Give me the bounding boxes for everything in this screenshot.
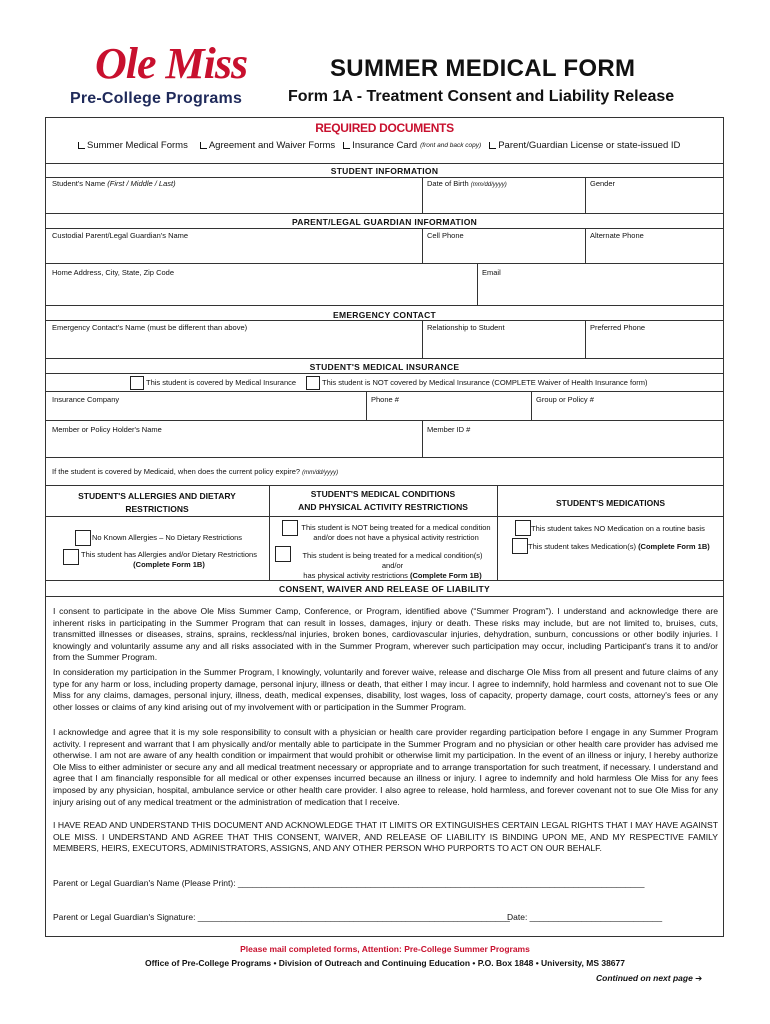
relationship-field[interactable]: Relationship to Student	[427, 323, 505, 332]
required-item-waiver-forms[interactable]: Agreement and Waiver Forms	[200, 140, 335, 151]
no-condition-checkbox[interactable]	[282, 520, 298, 536]
alternate-phone-field[interactable]: Alternate Phone	[590, 231, 644, 240]
divider	[422, 420, 423, 457]
divider	[45, 516, 724, 517]
continued-note: Continued on next page ➔	[596, 973, 703, 983]
required-item-medical-forms[interactable]: Summer Medical Forms	[78, 140, 188, 151]
no-allergies-label: No Known Allergies – No Dietary Restrictions	[92, 533, 243, 542]
divider	[45, 457, 724, 458]
mail-instructions: Please mail completed forms, Attention: Pre-College Summer Programs	[240, 944, 530, 954]
has-medication-checkbox[interactable]	[512, 538, 528, 554]
divider	[585, 177, 586, 213]
gender-field[interactable]: Gender	[590, 179, 616, 188]
guardian-signature-field[interactable]: Parent or Legal Guardian's Signature: __________________________________________________________________	[53, 912, 510, 922]
has-allergies-label: This student has Allergies and/or Dietary Restrictions (Complete Form 1B)	[81, 550, 257, 569]
medications-heading: STUDENT'S MEDICATIONS	[555, 498, 666, 508]
pre-college-programs-logo-text: Pre-College Programs	[70, 90, 243, 107]
divider	[45, 320, 724, 321]
insurance-phone-field[interactable]: Phone #	[371, 395, 399, 404]
emergency-contact-heading: EMERGENCY CONTACT	[332, 310, 436, 320]
guardian-information-heading: PARENT/LEGAL GUARDIAN INFORMATION	[291, 217, 478, 227]
divider	[45, 485, 724, 486]
divider	[45, 358, 724, 359]
consent-paragraph-4: I HAVE READ AND UNDERSTAND THIS DOCUMENT AND ACKNOWLEDGE THAT IT LIMITS OR EXTINGUISHES CERTAIN LEGAL RIGHTS THAT I MAY HAVE AGAINST OLE MISS. I UNDERSTAND AND AGREE THAT THIS CONSENT, WAIVER, AND RELEASE OF LIABILITY IS BINDING UPON ME, AND MY RESPECTIVE FAMILY MEMBERS, HEIRS, EXECUTORS, ADMINISTRATORS, ASSIGNS, AND ANY OTHER PERSON WHO PURPORTS TO ACT ON OUR BEHALF.	[53, 820, 718, 854]
emergency-contact-name-field[interactable]: Emergency Contact's Name (must be different than above)	[52, 323, 248, 332]
signature-date-field[interactable]: Date: ____________________________	[507, 912, 663, 922]
no-condition-label: This student is NOT being treated for a medical condition and/or does not have a physical activity restriction	[301, 523, 491, 542]
student-name-field[interactable]: Student's Name (First / Middle / Last)	[52, 179, 176, 188]
required-item-insurance-card[interactable]: Insurance Card (front and back copy)	[343, 140, 481, 151]
group-policy-field[interactable]: Group or Policy #	[536, 395, 594, 404]
preferred-phone-field[interactable]: Preferred Phone	[590, 323, 646, 332]
divider	[531, 391, 532, 420]
insurance-covered-checkbox[interactable]	[130, 376, 144, 390]
divider	[422, 177, 423, 213]
conditions-heading: STUDENT'S MEDICAL CONDITIONS AND PHYSICAL ACTIVITY RESTRICTIONS	[298, 489, 468, 512]
no-medication-checkbox[interactable]	[515, 520, 531, 536]
email-field[interactable]: Email	[482, 268, 501, 277]
page-subtitle: Form 1A - Treatment Consent and Liability Release	[288, 88, 675, 105]
no-medication-label: This student takes NO Medication on a routine basis	[531, 524, 705, 533]
has-condition-label: This student is being treated for a medical condition(s) and/or has physical activity restrictions (Complete Form 1B)	[302, 551, 483, 580]
checkbox-icon	[489, 142, 496, 149]
insurance-not-covered-checkbox[interactable]	[306, 376, 320, 390]
checkbox-icon	[78, 142, 85, 149]
divider	[366, 391, 367, 420]
consent-paragraph-2: In consideration my participation in the Summer Program, I knowingly, voluntarily and forever waive, release and discharge Ole Miss from all present and future claims of any type for any harm or loss, including property damage, personal injury, illness or death, that either I may incur. I agree to indemnify, hold harmless and covenant not to sue Ole Miss for any claims, damages, personal injury, illness, death, medical expenses, disability, lost wages, loss of capacity, property damage, court costs, attorney's fees or any other losses or claims of any kind arising out of my involvement with or participation in the Summer Program.	[53, 667, 718, 712]
policy-holder-field[interactable]: Member or Policy Holder's Name	[52, 425, 162, 434]
required-item-guardian-id[interactable]: Parent/Guardian License or state-issued ID	[489, 140, 680, 151]
guardian-name-field[interactable]: Custodial Parent/Legal Guardian's Name	[52, 231, 189, 240]
has-condition-checkbox[interactable]	[275, 546, 291, 562]
consent-heading: CONSENT, WAIVER AND RELEASE OF LIABILITY	[279, 584, 490, 594]
divider	[45, 596, 724, 597]
has-allergies-checkbox[interactable]	[63, 549, 79, 565]
divider	[477, 263, 478, 305]
home-address-field[interactable]: Home Address, City, State, Zip Code	[52, 268, 174, 277]
student-information-heading: STUDENT INFORMATION	[330, 166, 439, 176]
medicaid-expiration-field[interactable]: If the student is covered by Medicaid, when does the current policy expire? (mm/dd/yyyy)	[52, 467, 339, 476]
checkbox-icon	[343, 142, 350, 149]
divider	[45, 213, 724, 214]
insurance-company-field[interactable]: Insurance Company	[52, 395, 120, 404]
checkbox-icon	[200, 142, 207, 149]
consent-paragraph-1: I consent to participate in the above Ole Miss Summer Camp, Conference, or Program, identified above (“Summer Program”). I understand and acknowledge there are inherent risks in participating in the Summer Program that can result in losses, damages, injury or death. These risks may include, but are not limited to, bruises, cuts, transmitted illnesses or diseases, strains, sprains, reckless/nal injuries, broken bones, cardiovascular injuries, dehydration, sunburn, concussions or other bodily injuries. I knowingly and voluntarily assume any and all risks associated with in the Summer Program, wherever such participation may occur, including Participant's trans it to and/or from the Summer Program.	[53, 606, 718, 663]
insurance-not-covered-label: This student is NOT covered by Medical Insurance (COMPLETE Waiver of Health Insurance form)	[322, 378, 648, 387]
divider	[45, 580, 724, 581]
divider	[45, 163, 724, 164]
office-address: Office of Pre-College Programs • Division of Outreach and Continuing Education • P.O. Box 1848 • University, MS 38677	[144, 958, 625, 968]
date-of-birth-field[interactable]: Date of Birth (mm/dd/yyyy)	[427, 179, 507, 188]
divider	[422, 228, 423, 263]
divider	[45, 391, 724, 392]
divider	[45, 305, 724, 306]
has-medication-label: This student takes Medication(s) (Complete Form 1B)	[528, 542, 710, 551]
member-id-field[interactable]: Member ID #	[427, 425, 471, 434]
insurance-covered-label: This student is covered by Medical Insurance	[146, 378, 297, 387]
divider	[422, 320, 423, 358]
divider	[585, 320, 586, 358]
required-documents-list	[48, 140, 722, 151]
page-title: SUMMER MEDICAL FORM	[330, 55, 636, 82]
allergies-heading: STUDENT'S ALLERGIES AND DIETARY RESTRICTIONS	[78, 491, 236, 514]
ole-miss-logo: Ole Miss	[95, 39, 248, 88]
divider	[45, 263, 724, 264]
divider	[585, 228, 586, 263]
consent-paragraph-3: I acknowledge and agree that it is my sole responsibility to consult with a physician or health care provider regarding participation before I engage in any Summer Program activity. I represent and warrant that I am physically and/or mentally able to participate in the Summer Program and no physician or other health care provider has advised me otherwise. I am not are aware of any health condition or impairment that would prohibit or otherwise limit my participation. In the event of an illness or injury, I hereby authorize Ole Miss to either administer or secure any and all medical treatment necessary or appropriate and to arrange transportation for such treatment, if necessary. I understand and agree that I am financially responsible for all medical or other expenses incurred because an illness or injury. I agree to indemnify and hold harmless Ole Miss for any fees imposed by any physician, hospital, ambulance service or other health care provider. I also agree to release, hold harmless, and forever covenant not to sue Ole Miss for any injury arising out of any medical treatment or the administration of medication that I receive.	[53, 727, 718, 807]
cell-phone-field[interactable]: Cell Phone	[427, 231, 464, 240]
divider	[45, 228, 724, 229]
required-documents-title: REQUIRED DOCUMENTS	[315, 121, 454, 135]
medical-insurance-heading: STUDENT'S MEDICAL INSURANCE	[309, 362, 460, 372]
divider	[45, 373, 724, 374]
divider	[45, 420, 724, 421]
divider	[45, 177, 724, 178]
guardian-printed-name-field[interactable]: Parent or Legal Guardian's Name (Please Print): ______________________________________________________________________________________	[53, 878, 645, 888]
no-allergies-checkbox[interactable]	[75, 530, 91, 546]
